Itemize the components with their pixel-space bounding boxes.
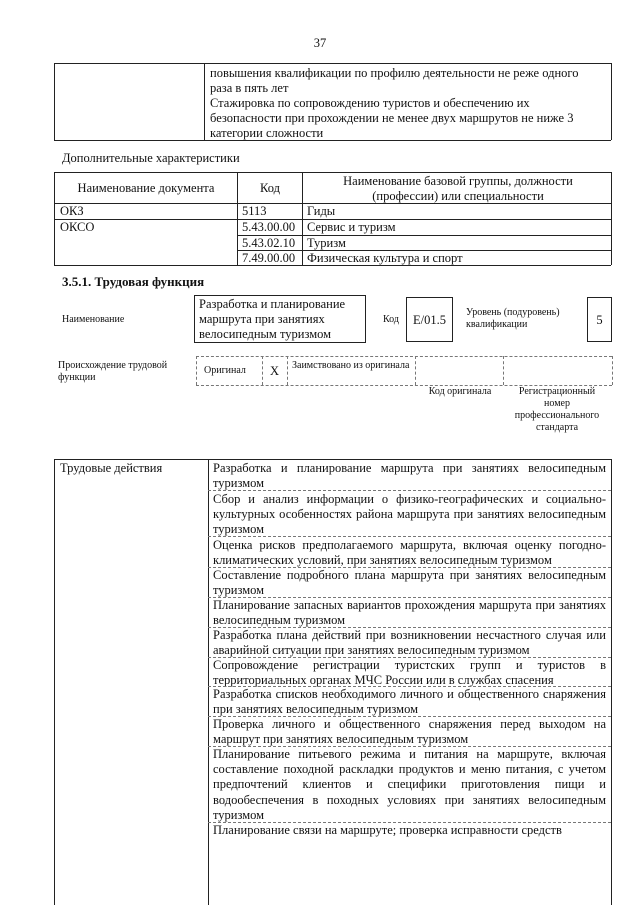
action-item: Сопровождение регистрации туристских групп и туристов в территориальных органах МЧС России или в службах спасения <box>213 658 606 688</box>
row-code: 5.43.00.00 <box>242 220 296 234</box>
action-item: Составление подробного плана маршрута при занятиях велосипедным туризмом <box>213 568 606 598</box>
action-item: Оценка рисков предполагаемого маршрута, включая оценку погодно-климатических условий, при занятиях велосипедным туризмом <box>213 538 606 568</box>
code-value: E/01.5 <box>413 313 446 327</box>
original-label: Оригинал <box>204 365 246 376</box>
action-item: Планирование запасных вариантов прохождения маршрута при занятиях велосипедным туризмом <box>213 598 606 628</box>
page-number: 37 <box>313 36 327 50</box>
action-item: Планирование питьевого режима и питания на маршруте, включая составление походной раскладки продуктов и меню питания, с учетом предпочтений клиентов и специфики приготовления пищи и водообеспечения в походных условиях при занятиях велосипедным туризмом <box>213 747 606 822</box>
top-table-line: повышения квалификации по профилю деятельности не реже одного <box>210 66 579 80</box>
row-doc: ОКЗ <box>60 204 84 218</box>
row-name: Гиды <box>307 204 336 218</box>
origin-label: Происхождение трудовой функции <box>58 360 168 383</box>
code-original-label: Код оригинала <box>428 386 492 397</box>
original-mark: X <box>270 364 280 378</box>
header-doc: Наименование документа <box>77 181 215 195</box>
code-box <box>406 297 453 342</box>
level-label: Уровень (подуровень) квалификации <box>466 307 560 330</box>
name-label: Наименование <box>62 314 125 325</box>
row-name: Туризм <box>307 236 346 250</box>
level-value: 5 <box>596 313 603 327</box>
row-code: 5113 <box>242 204 267 218</box>
level-box <box>587 297 612 342</box>
borrowed-label: Заимствовано из оригинала <box>292 360 410 371</box>
top-table-line: раза в пять лет <box>210 81 289 95</box>
name-value: Разработка и планирование маршрута при занятиях велосипедным туризмом <box>199 297 346 342</box>
row-name: Физическая культура и спорт <box>307 251 463 265</box>
row-code: 7.49.00.00 <box>242 251 296 265</box>
top-table-line: Стажировка по сопровождению туристов и обеспечению их <box>210 96 530 110</box>
header-group: Наименование базовой группы, должности (профессии) или специальности <box>343 174 573 204</box>
actions-label: Трудовые действия <box>60 461 163 475</box>
row-name: Сервис и туризм <box>307 220 396 234</box>
top-table-line: категории сложности <box>210 126 324 140</box>
additional-title: Дополнительные характеристики <box>62 151 240 165</box>
action-item: Разработка плана действий при возникновении несчастного случая или аварийной ситуации при занятиях велосипедным туризмом <box>213 628 606 658</box>
action-item: Проверка личного и общественного снаряжения перед выходом на маршрут при занятиях велосипедным туризмом <box>213 717 606 747</box>
row-code: 5.43.02.10 <box>242 236 296 250</box>
reg-number-label: Регистрационный номер профессионального стандарта <box>514 386 600 433</box>
name-box <box>194 295 366 343</box>
action-item: Разработка списков необходимого личного и общественного снаряжения при занятиях велосипедным туризмом <box>213 687 606 717</box>
row-doc: ОКСО <box>60 220 95 234</box>
function-heading: 3.5.1. Трудовая функция <box>62 274 205 289</box>
action-item: Сбор и анализ информации о физико-географических и социально-культурных особенностях района маршрута при занятиях велосипедным туризмом <box>213 492 606 537</box>
action-item: Планирование связи на маршруте; проверка исправности средств <box>213 823 562 837</box>
action-item: Разработка и планирование маршрута при занятиях велосипедным туризмом <box>213 461 606 491</box>
header-code: Код <box>260 181 280 195</box>
code-label: Код <box>383 314 399 325</box>
top-table-line: безопасности при прохождении не менее двух маршрутов не ниже 3 <box>210 111 574 125</box>
